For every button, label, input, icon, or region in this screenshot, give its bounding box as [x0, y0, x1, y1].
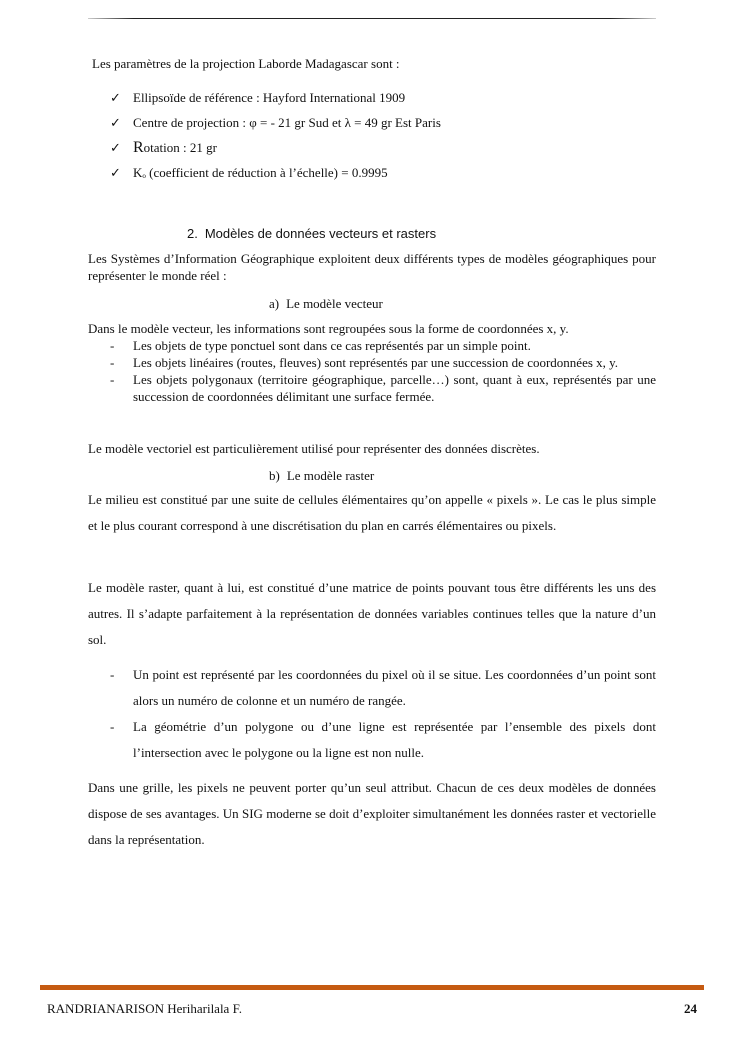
checkmark-icon: ✓	[110, 90, 121, 105]
raster-paragraph-1: Le milieu est constitué par une suite de cellules élémentaires qu’on appelle « pixels ». Le cas le plus simple et le plus courant correspond à une discrétisation du plan en carrés élémentaires ou pixels.	[88, 492, 656, 533]
subsection-heading-raster: b) Le modèle raster	[269, 468, 375, 483]
vector-conclusion: Le modèle vectoriel est particulièrement utilisé pour représenter des données discrètes.	[88, 441, 540, 456]
raster-paragraph-3: Dans une grille, les pixels ne peuvent porter qu’un seul attribut. Chacun de ces deux modèles de données dispose de ses avantages. Un SIG moderne se doit d’exploiter simultanément les données raster et vectorielle dans la représentation.	[88, 780, 656, 847]
checkmark-icon: ✓	[110, 140, 121, 155]
list-item: - Les objets linéaires (routes, fleuves) sont représentés par une succession de coordonnées x, y.	[110, 355, 619, 370]
page-number: 24	[684, 1001, 697, 1016]
raster-paragraph-2: Le modèle raster, quant à lui, est constitué d’une matrice de points pouvant tous être différents les uns des autres. Il s’adapte parfaitement à la représentation de données variables continues telles que la nature d’un sol.	[88, 580, 656, 647]
list-item: - La géométrie d’un polygone ou d’une ligne est représentée par l’ensemble des pixels dont l’intersection avec le polygone ou la ligne est non nulle.	[110, 719, 656, 760]
list-item: ✓ Centre de projection : φ = - 21 gr Sud et λ = 49 gr Est Paris	[110, 115, 441, 130]
footer-rule	[40, 985, 704, 990]
list-item: - Les objets polygonaux (territoire géographique, parcelle…) sont, quant à eux, représentés par une succession de coordonnées délimitant une surface fermée.	[110, 372, 656, 404]
vector-list	[110, 337, 656, 405]
checkmark-icon: ✓	[110, 165, 121, 180]
projection-params-list	[110, 89, 441, 189]
list-item: ✓ Ellipsoïde de référence : Hayford International 1909	[110, 90, 406, 105]
checkmark-icon: ✓	[110, 115, 121, 130]
list-item: - Les objets de type ponctuel sont dans ce cas représentés par un simple point.	[110, 338, 531, 353]
list-item: ✓ Rotation : 21 gr	[110, 139, 217, 156]
section-intro: Les Systèmes d’Information Géographique exploitent deux différents types de modèles géographiques pour représenter le monde réel :	[88, 251, 656, 283]
raster-list	[110, 662, 656, 766]
footer-author: RANDRIANARISON Heriharilala F.	[47, 1001, 243, 1016]
header-rule	[88, 18, 656, 19]
list-item: - Un point est représenté par les coordonnées du pixel où il se situe. Les coordonnées d’un point sont alors un numéro de colonne et un numéro de rangée.	[110, 667, 656, 708]
list-item: ✓ Ko (coefficient de réduction à l’échelle) = 0.9995	[110, 165, 388, 180]
section-heading: 2. Modèles de données vecteurs et rasters	[187, 226, 437, 241]
vector-intro: Dans le modèle vecteur, les informations sont regroupées sous la forme de coordonnées x, y.	[88, 321, 569, 336]
subsection-heading-vector: a) Le modèle vecteur	[269, 296, 383, 311]
projection-intro: Les paramètres de la projection Laborde Madagascar sont :	[92, 56, 400, 71]
